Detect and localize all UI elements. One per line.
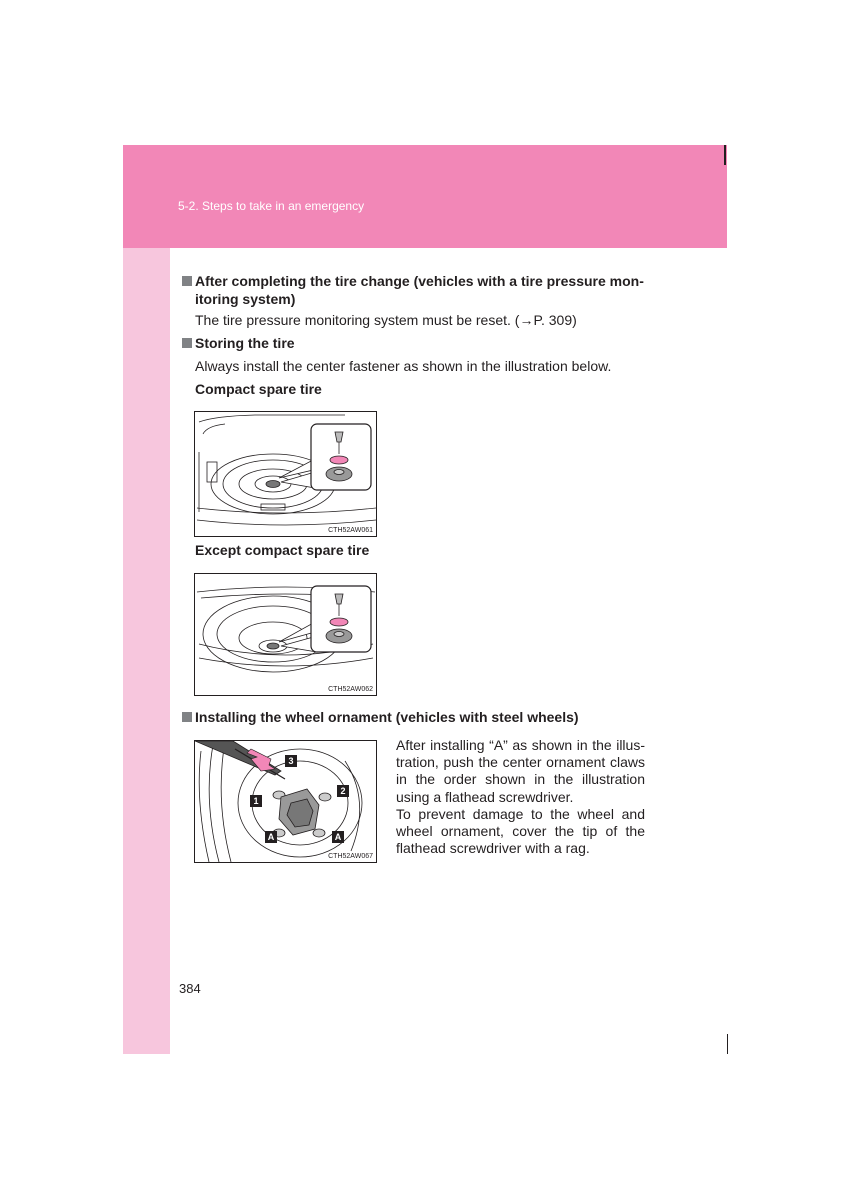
- figure-label-a-right: A: [334, 832, 342, 842]
- trunk-illustration: [195, 412, 376, 536]
- side-band: [123, 248, 170, 1054]
- figure-wheel-ornament: [194, 740, 377, 863]
- caption-compact-spare: Compact spare tire: [195, 381, 322, 397]
- figure-code: CTH52AW067: [328, 853, 373, 860]
- bullet-square-icon: [182, 338, 192, 348]
- heading-line-1: After completing the tire change (vehicles with a tire pressure mon-: [195, 273, 644, 289]
- body-reset: The tire pressure monitoring system must be reset. (→P. 309): [195, 312, 577, 328]
- crop-mark: [724, 145, 726, 165]
- instruction-paragraph-1: After installing “A” as shown in the illus-tration, push the center ornament claws in the order shown in the illustration using a flathead screwdriver.: [396, 737, 645, 805]
- wheel-ornament-instructions: [396, 737, 645, 857]
- wheel-illustration: [195, 741, 376, 862]
- figure-label-a-left: A: [267, 832, 275, 842]
- trunk-illustration: [195, 574, 376, 695]
- heading-text: Storing the tire: [195, 335, 295, 351]
- bullet-square-icon: [182, 712, 192, 722]
- heading-wheel-ornament: [182, 708, 579, 726]
- body-storing: Always install the center fastener as shown in the illustration below.: [195, 358, 612, 374]
- heading-tire-change: [182, 272, 644, 308]
- figure-except-compact: [194, 573, 377, 696]
- figure-code: CTH52AW061: [328, 527, 373, 534]
- heading-storing-tire: [182, 334, 295, 352]
- heading-line-2: itoring system): [195, 291, 296, 307]
- figure-label-2: 2: [340, 786, 346, 796]
- page-number: 384: [179, 981, 201, 996]
- figure-label-1: 1: [253, 796, 259, 806]
- crop-mark: [727, 1034, 728, 1054]
- instruction-paragraph-2: To prevent damage to the wheel and wheel ornament, cover the tip of the flathead screwdriver with a rag.: [396, 805, 645, 857]
- figure-label-3: 3: [288, 756, 294, 766]
- bullet-square-icon: [182, 276, 192, 286]
- caption-except-compact: Except compact spare tire: [195, 542, 370, 558]
- figure-code: CTH52AW062: [328, 686, 373, 693]
- header-band: [123, 145, 727, 248]
- figure-compact-spare: [194, 411, 377, 537]
- heading-text: Installing the wheel ornament (vehicles with steel wheels): [195, 709, 579, 725]
- section-title: 5-2. Steps to take in an emergency: [178, 199, 365, 213]
